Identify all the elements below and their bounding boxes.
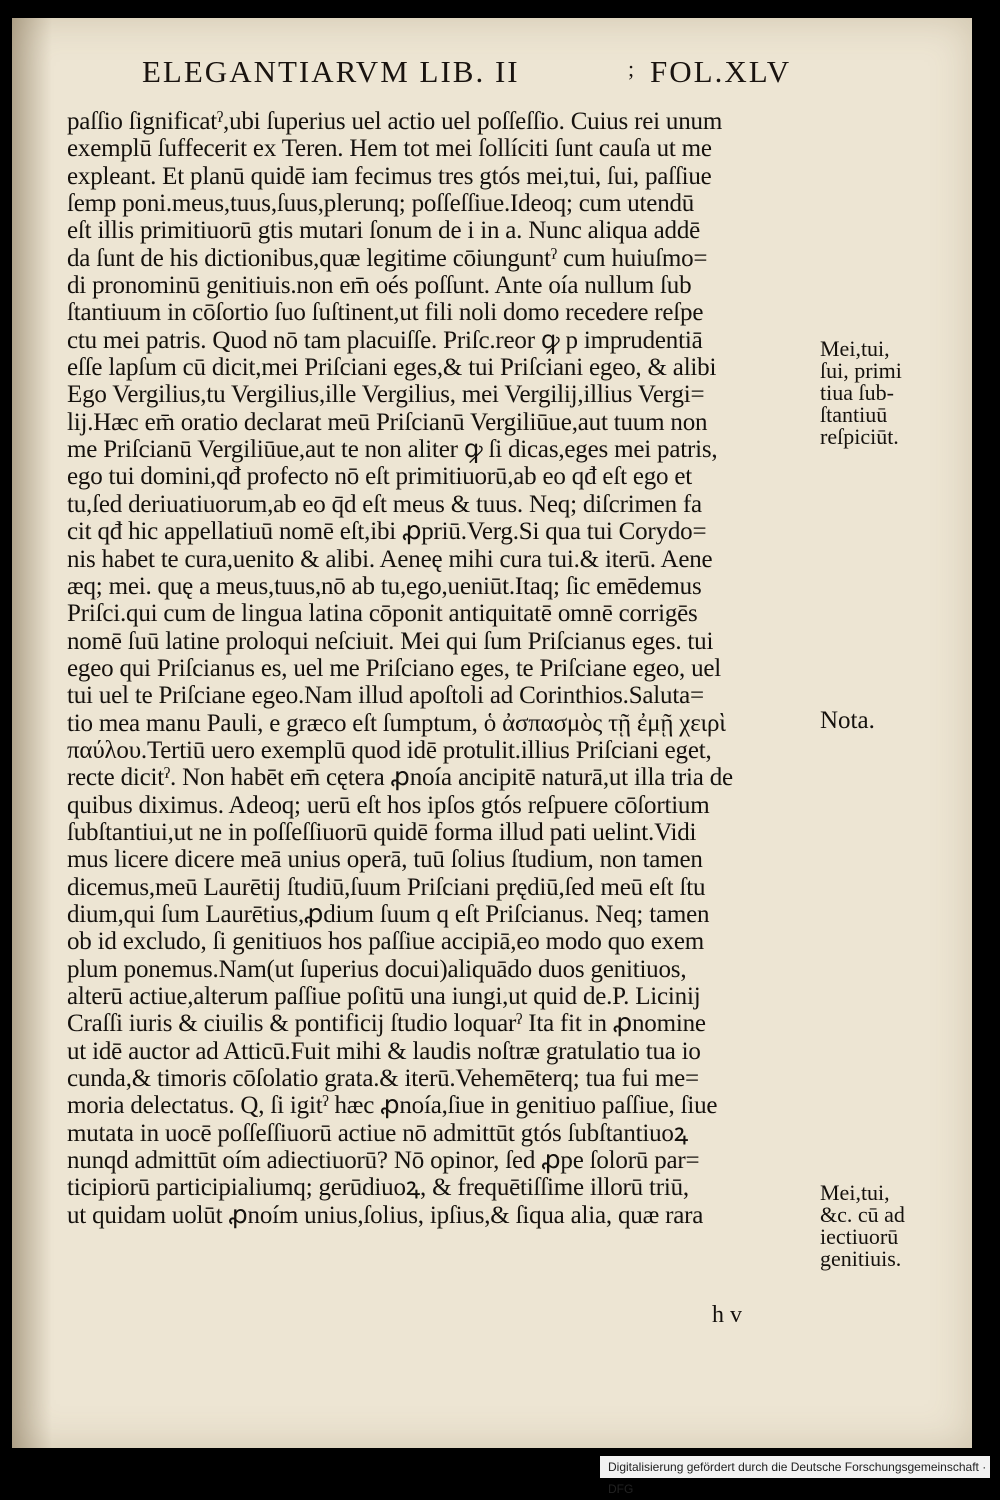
text-line: paſſio ſignificatˀ,ubi ſuperius uel actio uel poſſeſſio. Cuius rei unum <box>67 108 723 135</box>
text-line: tu,ſed deriuatiuorum,ab eo q̄d eſt meus & tuus. Neq; diſcrimen fa <box>67 490 702 518</box>
text-line: di pronominū genitiuis.non em̄ oés poſſunt. Ante oía nullum ſub <box>67 272 692 300</box>
margin-note-line: reſpiciūt. <box>820 424 899 449</box>
text-line: egeo qui Priſcianus es, uel me Priſciano eges, te Priſciane egeo, uel <box>67 654 722 682</box>
margin-note-adiectiuorum <box>820 1182 955 1270</box>
margin-note-line: Mei,tui, <box>820 1180 890 1205</box>
running-head-title: ELEGANTIARVM LIB. II <box>142 54 520 89</box>
margin-note-line: ſui, primi <box>820 358 902 383</box>
margin-note-line: Nota. <box>820 707 875 734</box>
text-line: nis habet te cura,uenito & alibi. Aeneę mihi cura tui.& iterū. Aene <box>67 545 713 573</box>
text-line: ob id excludo, ſi genitiuos hos paſſiue accipiā,eo modo quo exem <box>67 928 705 956</box>
running-head-separator: ; <box>628 56 637 81</box>
text-line: nunqd admittūt oím adiectiuorū? Nō opinor, ſed ꝓpe ſolorū par= <box>67 1147 700 1175</box>
text-line: me Priſcianū Vergiliūue,aut te non aliter ꝙ ſi dicas,eges mei patris, <box>67 436 718 464</box>
text-line: ſtantiuum in cōſortio ſuo ſuſtinent,ut fili noli domo recedere reſpe <box>67 299 704 327</box>
text-line: recte dicitˀ. Non habēt em̄ cętera ꝓnoía ancipitē naturā,ut illa tria de <box>67 764 733 792</box>
text-line: tui uel te Priſciane egeo.Nam illud apoſtoli ad Corinthios.Saluta= <box>67 682 704 710</box>
text-line: dicemus,meū Laurētij ſtudiū,ſuum Priſciani prędiū,ſed meū eſt ſtu <box>67 873 706 901</box>
margin-note-line: tiua ſub- <box>820 380 894 405</box>
text-line: da ſunt de his dictionibus,quæ legitime cōiunguntˀ cum huiuſmo= <box>67 244 708 272</box>
text-line: cit qđ hic appellatiuū nomē eſt,ibi ꝓpriū.Verg.Si qua tui Corydo= <box>67 518 707 546</box>
margin-note-line: Mei,tui, <box>820 336 890 361</box>
text-line: alterū actiue,alterum paſſiue poſitū una iungi,ut quid de.P. Licinij <box>67 983 701 1010</box>
text-line: expleant. Et planū quidē iam fecimus tres gtós mei,tui, ſui, paſſiue <box>67 162 712 190</box>
text-line: æq; mei. quę a meus,tuus,nō ab tu,ego,ueniūt.Itaq; ſic emēdemus <box>67 572 702 600</box>
text-line: quibus diximus. Adeoq; uerū eſt hos ipſos gtós reſpuere cōſortium <box>67 791 710 819</box>
text-line: tio mea manu Pauli, e græco eſt ſumptum, ὁ ἀσπασμὸς τῇ ἐμῇ χειρὶ <box>67 709 726 737</box>
margin-note-line: ſtantiuū <box>820 402 888 427</box>
text-line: lij.Hæc em̄ oratio declarat meū Priſcianū Vergiliūue,aut tuum non <box>67 408 708 436</box>
text-line: nomē ſuū latine proloqui neſciuit. Mei qui ſum Priſcianus eges. tui <box>67 627 714 655</box>
text-line: cunda,& timoris cōſolatio grata.& iterū.Vehemēterq; tua fui me= <box>67 1065 699 1093</box>
running-head <box>142 54 822 98</box>
text-line: ego tui domini,qđ profecto nō eſt primitiuorū,ab eo qđ eſt ego et <box>67 463 693 491</box>
text-line: eſſe lapſum cū dicit,mei Priſciani eges,& tui Priſciani egeo, & alibi <box>67 354 717 382</box>
book-page <box>12 18 972 1448</box>
margin-note-nota <box>820 707 955 734</box>
text-line: moria delectatus. Q, ſi igitˀ hæc ꝓnoía,ſiue in genitiuo paſſiue, ſiue <box>67 1092 718 1120</box>
text-line: Ego Vergilius,tu Vergilius,ille Vergilius, mei Vergilij,illius Vergi= <box>67 381 705 409</box>
text-line: ut idē auctor ad Atticū.Fuit mihi & laudis noſtræ gratulatio tua io <box>67 1037 701 1065</box>
signature-mark: h v <box>712 1302 742 1328</box>
text-line: Craſſi iuris & ciuilis & pontificij ſtudio loquarˀ Ita fit in ꝓnomine <box>67 1010 706 1038</box>
main-text-block <box>67 108 827 1229</box>
text-line: ſemp poni.meus,tuus,ſuus,plerunq; poſſeſſiue.Ideoq; cum utendū <box>67 190 695 218</box>
text-line: dium,qui ſum Laurētius,ꝓdium ſuum q eſt Priſcianus. Neq; tamen <box>67 900 710 928</box>
text-line: mus licere dicere meā unius operā, tuū ſolius ſtudium, non tamen <box>67 846 703 874</box>
text-line: exemplū ſuffecerit ex Teren. Hem tot mei ſollíciti ſunt cauſa ut me <box>67 135 712 163</box>
text-line: plum ponemus.Nam(ut ſuperius docui)aliquādo duos genitiuos, <box>67 955 687 983</box>
folio-number: FOL.XLV <box>650 54 792 89</box>
text-line: mutata in uocē poſſeſſiuorū actiue nō admittūt gtós ſubſtantiuoꝝ <box>67 1119 688 1147</box>
margin-note-mei-tui-sui <box>820 338 955 448</box>
text-line: ticipiorū participialiumq; gerūdiuoꝝ, & frequētiſſime illorū triū, <box>67 1174 689 1202</box>
text-line: παύλου.Tertiū uero exemplū quod idē protulit.illius Priſciani eget, <box>67 736 712 764</box>
dfg-footer: Digitalisierung gefördert durch die Deutsche Forschungsgemeinschaft · DFG <box>600 1456 990 1478</box>
text-line: ut quidam uolūt ꝓnoím unius,ſolius, ipſius,& ſiqua alia, quæ rara <box>67 1201 704 1229</box>
text-line: eſt illis primitiuorū gtis mutari ſonum de i in a. Nunc aliqua addē <box>67 217 701 245</box>
margin-note-line: iectiuorū <box>820 1224 899 1249</box>
text-line: ſubſtantiui,ut ne in poſſeſſiuorū quidē forma illud pati uelint.Vidi <box>67 818 697 846</box>
text-line: Priſci.qui cum de lingua latina cōponit antiquitatē omnē corrigēs <box>67 600 698 628</box>
margin-note-line: &c. cū ad <box>820 1202 905 1227</box>
margin-note-line: genitiuis. <box>820 1246 902 1271</box>
page-gutter-shadow <box>12 18 52 1448</box>
text-line: ctu mei patris. Quod nō tam placuiſſe. Priſc.reor ꝙ p imprudentiā <box>67 326 703 354</box>
